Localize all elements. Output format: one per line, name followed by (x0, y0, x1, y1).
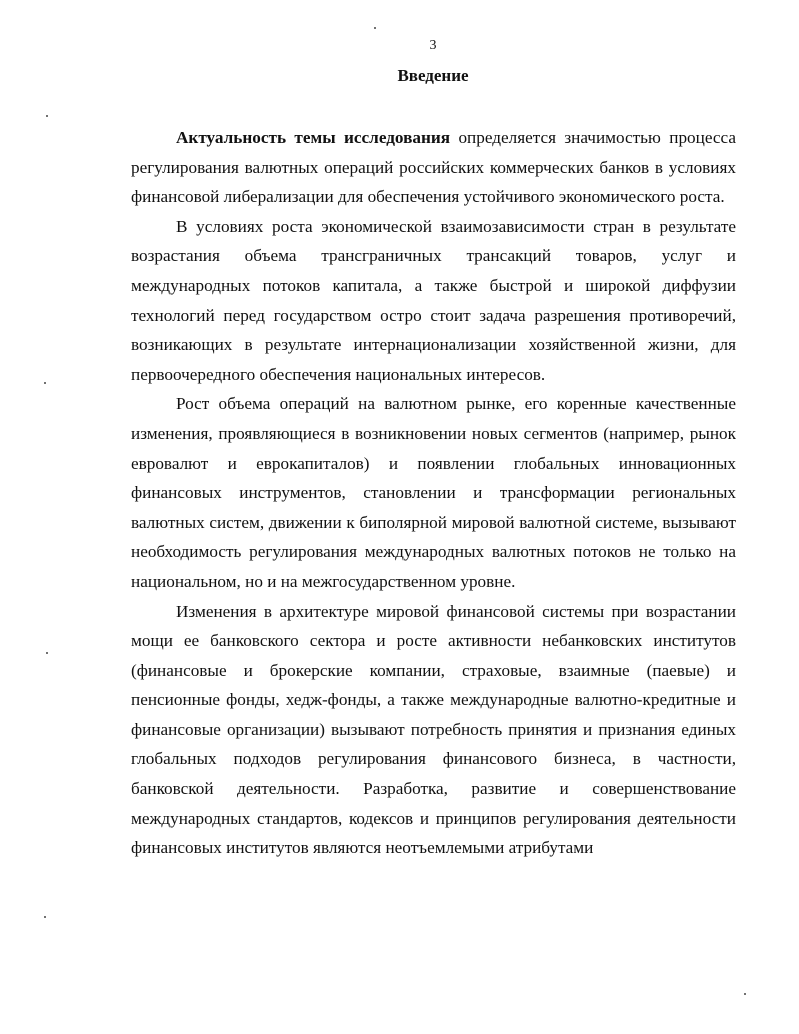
scan-speck (744, 993, 746, 995)
scan-speck (374, 27, 376, 29)
paragraph-3: Рост объема операций на валютном рынке, его коренные качественные изменения, проявляющиеся в возникновении новых сегментов (например, рынок евровалют и еврокапиталов) и появлении глобальных инновационных финансовых инструментов, становлении и трансформации региональных валютных систем, движении к биполярной мировой валютной системе, вызывают необходимость регулирования международных валютных потоков не только на национальном, но и на межгосударственном уровне. (131, 394, 736, 591)
scan-speck (46, 115, 48, 117)
paragraph-1-lead: Актуальность темы исследования (176, 128, 451, 147)
scan-speck (44, 382, 46, 384)
scan-speck (44, 916, 46, 918)
body-text (131, 123, 736, 863)
scan-speck (46, 652, 48, 654)
paragraph-1-text: определяется значимостью процесса регулирования валютных операций российских коммерческих банков в условиях финансовой либерализации для обеспечения устойчивого экономического роста. (131, 128, 736, 207)
paragraph-2: В условиях роста экономической взаимозависимости стран в результате возрастания объема трансграничных трансакций товаров, услуг и международных потоков капитала, а также быстрой и широкой диффузии технологий перед государством остро стоит задача разрешения противоречий, возникающих в результате интернационализации хозяйственной жизни, для первоочередного обеспечения национальных интересов. (131, 216, 736, 384)
paragraph-1 (131, 123, 736, 212)
paragraph-4: Изменения в архитектуре мировой финансовой системы при возрастании мощи ее банковского сектора и росте активности небанковских институтов (финансовые и брокерские компании, страховые, взаимные (паевые) и пенсионные фонды, хедж-фонды, а также международные валютно-кредитные и финансовые организации) вызывают потребность принятия и признания единых глобальных подходов регулирования финансового бизнеса, в частности, банковской деятельности. Разработка, развитие и совершенствование международных стандартов, кодексов и принципов регулирования деятельности финансовых институтов являются неотъемлемыми атрибутами (131, 601, 736, 858)
section-heading: Введение (397, 66, 469, 85)
page-number: 3 (429, 38, 437, 53)
